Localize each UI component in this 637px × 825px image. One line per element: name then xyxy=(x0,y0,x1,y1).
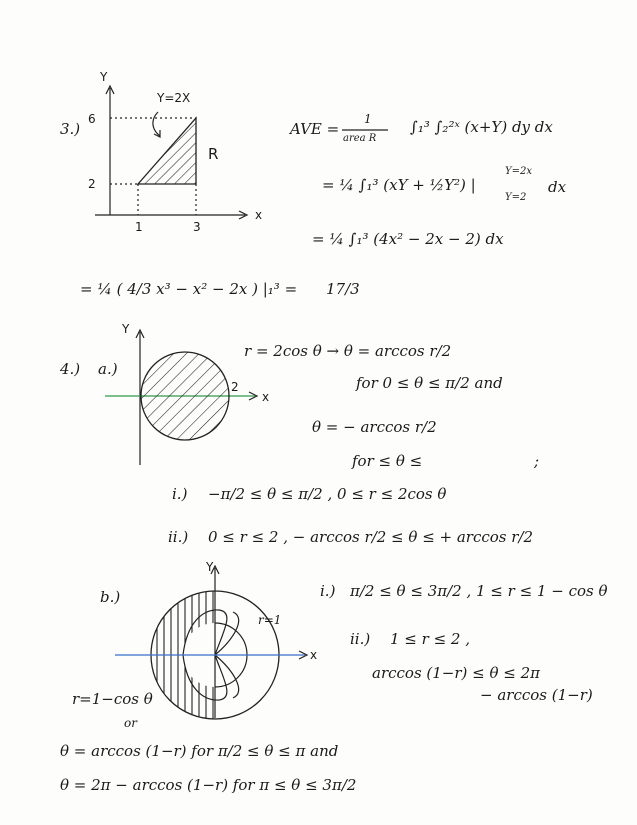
cardioid-label: r=1−cos θ xyxy=(72,690,153,708)
ave-step-3: = ¼ ∫₁³ (4x² − 2x − 2) dx xyxy=(312,230,504,248)
ave-integral: ∫₁³ ∫₂²ˣ (x+Y) dy dx xyxy=(410,118,553,136)
curve-label: Y=2X xyxy=(157,91,191,105)
problem-4-number: 4.) xyxy=(60,360,81,378)
circle-r1-label: r=1 xyxy=(258,613,282,627)
or-word: or xyxy=(124,716,137,730)
theta-line-b: θ = 2π − arccos (1−r) for π ≤ θ ≤ 3π/2 xyxy=(60,776,357,794)
x-axis-label: x xyxy=(255,208,263,222)
x-axis-label: x xyxy=(262,390,270,404)
problem-3-number: 3.) xyxy=(60,120,81,138)
ave-frac-denominator: area R xyxy=(343,133,377,144)
ave-frac-numerator: 1 xyxy=(364,112,372,126)
x-tick-1: 1 xyxy=(135,220,143,234)
ave-step-2-upper: Y=2x xyxy=(505,166,532,177)
part-b-i-text: π/2 ≤ θ ≤ 3π/2 , 1 ≤ r ≤ 1 − cos θ xyxy=(350,582,608,600)
eq-range-2: for ≤ θ ≤ xyxy=(352,452,423,470)
y-tick-2: 2 xyxy=(88,177,96,191)
x-axis-label: x xyxy=(310,648,318,662)
part-a-ii-label: ii.) xyxy=(168,528,189,546)
ave-frac-bar xyxy=(342,128,392,132)
ave-step-2-lower: Y=2 xyxy=(505,192,527,203)
ave-step-2: = ¼ ∫₁³ (xY + ½Y²) | xyxy=(322,176,476,194)
part-b-ii-text-1: 1 ≤ r ≤ 2 , xyxy=(390,630,471,648)
part-a-label: a.) xyxy=(98,360,118,378)
part-a-i-text: −π/2 ≤ θ ≤ π/2 , 0 ≤ r ≤ 2cos θ xyxy=(208,485,447,503)
part-b-label: b.) xyxy=(100,588,121,606)
curve-pointer xyxy=(153,112,160,136)
part-b-ii-label: ii.) xyxy=(350,630,371,648)
x-tick-3: 3 xyxy=(193,220,201,234)
part-b-ii-text-2: arccos (1−r) ≤ θ ≤ 2π xyxy=(372,664,541,682)
ave-result: 17/3 xyxy=(326,280,360,298)
semicolon: ; xyxy=(534,452,540,470)
eq-neg-arccos: θ = − arccos r/2 xyxy=(312,418,437,436)
ave-step-4: = ¼ ( 4/3 x³ − x² − 2x ) |₁³ = xyxy=(80,280,298,298)
part-a-ii-text: 0 ≤ r ≤ 2 , − arccos r/2 ≤ θ ≤ + arccos r/2 xyxy=(208,528,534,546)
y-axis-label: Y xyxy=(206,560,214,574)
part-a-i-label: i.) xyxy=(172,485,188,503)
disk-r-2cos xyxy=(141,352,229,440)
part-b-i-label: i.) xyxy=(320,582,336,600)
ave-lhs: AVE = xyxy=(290,120,340,138)
theta-line-a: θ = arccos (1−r) for π/2 ≤ θ ≤ π and xyxy=(60,742,339,760)
eq-range-1: for 0 ≤ θ ≤ π/2 and xyxy=(356,374,503,392)
y-tick-6: 6 xyxy=(88,112,96,126)
region-r xyxy=(138,118,196,184)
ave-step-2-dx: dx xyxy=(548,178,567,196)
x-tick-2: 2 xyxy=(231,380,239,394)
eq-r-2cos: r = 2cos θ → θ = arccos r/2 xyxy=(244,342,452,360)
part-b-ii-text-3: − arccos (1−r) xyxy=(480,686,593,704)
y-axis-label: Y xyxy=(122,322,130,336)
region-label: R xyxy=(208,145,219,163)
y-axis-label: Y xyxy=(100,70,108,84)
